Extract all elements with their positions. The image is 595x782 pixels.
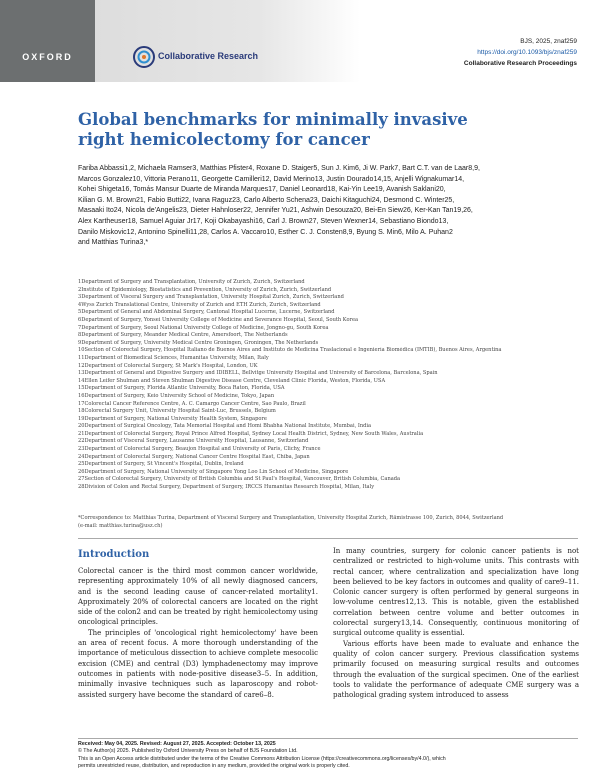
affiliation-item: 11Department of Biomedical Sciences, Humanitas University, Milan, Italy [78, 354, 269, 361]
author-line: Marcos Gonzalez10, Vittoria Perano11, Georgette Camilleri12, David Merino13, Justin Dourado14,15, Anjelli Wignakumar14, [78, 175, 465, 183]
affiliation-item: 8Department of Surgery, Meander Medical Centre, Amersfoort, The Netherlands [78, 332, 288, 339]
affiliation-item: 14Ellen Leifer Shulman and Steven Shulman Digestive Disease Centre, Cleveland Clinic Florida, Weston, Florida, USA [78, 377, 386, 384]
publisher-name: OXFORD [22, 52, 73, 62]
article-title: Global benchmarks for minimally invasive right hemicolectomy for cancer [78, 110, 468, 149]
affiliation-item: 13Department of General and Digestive Surgery and IDIBELL, Bellvitge University Hospital and University of Barcelona, Barcelona, Spain [78, 370, 438, 377]
affiliation-item: 12Department of Colorectal Surgery, St Mark's Hospital, London, UK [78, 362, 258, 369]
correspondence-line: *Correspondence to: Matthias Turina, Department of Visceral Surgery and Transplantation, University Hospital Zurich, Rämistrasse 100, Zurich, 8044, Switzerland [78, 515, 504, 521]
journal-meta [464, 36, 577, 69]
correspondence-email[interactable]: (e-mail: matthias.turina@usz.ch) [78, 522, 163, 529]
paragraph: Various efforts have been made to evaluate and enhance the quality of colon cancer surgery. Previous classification systems primarily focused on measuring surgical results and outcomes through the evaluation of the surgical specimen. One of the earliest tools to validate the performance of adequate CME surgery was a pathological grading system introduced to assess [333, 639, 579, 700]
license-line: This is an Open Access article distributed under the terms of the Creative Commons Attribution License (https://creativecommons.org/licenses/by/4.0/), which [78, 755, 446, 762]
author-line: Kohei Shigeta16, Tomás Mansur Duarte de Miranda Marques17, Daniel Leonard18, Kai-Yin Lee19, Avanish Saklani20, [78, 186, 446, 194]
footer-divider [78, 738, 578, 739]
affiliation-item: 25Department of Surgery, St Vincent's Hospital, Dublin, Ireland [78, 461, 244, 468]
affiliation-item: 4Wyss Zurich Translational Centre, University of Zurich and ETH Zurich, Zurich, Switzerland [78, 301, 321, 308]
affiliation-item: 15Department of Surgery, Florida Atlantic University, Boca Raton, Florida, USA [78, 385, 285, 392]
affiliation-item: 6Department of Surgery, Yonsei University College of Medicine and Severance Hospital, Seoul, South Korea [78, 316, 359, 323]
author-line: Masaaki Ito24, Nicola de'Angelis23, Dieter Hahnloser22, Jennifer Yu21, Ashwin Desouza20, Bei-En Siew26, Ker-Kan Tan19,26, [78, 207, 473, 215]
affiliation-item: 9Department of Surgery, University Medical Centre Groningen, Groningen, The Netherlands [78, 339, 319, 346]
affiliation-item: 5Department of General and Abdominal Surgery, Cantonal Hospital Lucerne, Lucerne, Switzerland [78, 309, 335, 316]
author-line: and Matthias Turina3,* [78, 239, 149, 247]
affiliation-item: 10Section of Colorectal Surgery, Hospital Italiano de Buenos Aires and Instituto de Medicina Traslacional e Ingeniería Biomédica (IMTIB), Buenos Aires, Argentina [78, 347, 502, 354]
paragraph: Colorectal cancer is the third most common cancer worldwide, representing approximately 10% of all newly diagnosed cancers, and is the second leading cause of cancer-related mortality1. Approximately 20% of colorectal cancers are located on the right side of the colon2 and can be treated by right hemicolectomy using oncological principles. [78, 567, 318, 627]
oxford-logo [0, 0, 95, 82]
affiliation-item: 26Department of Surgery, National University of Singapore Yong Loo Lin School of Medicine, Singapore [78, 468, 349, 475]
body-column-right [333, 546, 579, 700]
dates-line: Received: May 04, 2025. Revised: August 27, 2025. Accepted: October 13, 2025 [78, 741, 276, 747]
affiliations [78, 279, 558, 492]
affiliation-item: 28Division of Colon and Rectal Surgery, Department of Surgery, IRCCS Humanitas Research Hospital, Milan, Italy [78, 484, 375, 491]
affiliation-item: 19Department of Surgery, National University Health System, Singapore [78, 415, 267, 422]
copyright-line: © The Author(s) 2025. Published by Oxford University Press on behalf of BJS Foundation Ltd. [78, 748, 298, 755]
affiliation-item: 7Department of Surgery, Seoul National University College of Medicine, Jongno-gu, South Korea [78, 324, 329, 331]
affiliation-item: 23Department of Colorectal Surgery, Beaujon Hospital and University of Paris, Clichy, France [78, 446, 321, 453]
affiliation-item: 22Department of Visceral Surgery, Lausanne University Hospital, Lausanne, Switzerland [78, 438, 309, 445]
affiliation-item: 17Colorectal Cancer Reference Centre, A. C. Camargo Cancer Centre, Sao Paulo, Brazil [78, 400, 306, 407]
article-footer [78, 741, 578, 771]
author-line: Alex Kartheuser18, Samuel Aguiar Jr17, Koji Okabayashi16, Carl J. Brown27, Steven Wexner14, Sebastiano Biondo13, [78, 217, 449, 225]
article-section: Collaborative Research Proceedings [463, 60, 577, 67]
affiliation-item: 20Department of Surgical Oncology, Tata Memorial Hospital and Homi Bhabha National Institute, Mumbai, India [78, 423, 372, 430]
affiliation-item: 2Institute of Epidemiology, Biostatistics and Prevention, University of Zurich, Zurich, Switzerland [78, 286, 332, 293]
paragraph: The principles of 'oncological right hemicolectomy' have been an area of recent focus. A more thorough understanding of the importance of meticulous dissection to achieve complete mesocolic excision (CME) and central (D3) lymphadenectomy may improve outcomes in patients with node-positive disease3–5. In addition, minimally invasive techniques such as laparoscopy and robot-assisted surgery have become the standard of care6–8. [78, 628, 318, 699]
correspondence [78, 515, 558, 530]
author-list [78, 164, 538, 249]
body-column-left [78, 566, 318, 700]
license-line: permits unrestricted reuse, distribution, and reproduction in any medium, provided the original work is properly cited. [78, 763, 350, 770]
affiliation-item: 21Department of Colorectal Surgery, Royal Prince Alfred Hospital, Sydney Local Health District, Sydney, New South Wales, Australia [78, 430, 424, 437]
affiliation-item: 18Colorectal Surgery Unit, University Hospital Saint-Luc, Brussels, Belgium [78, 408, 276, 415]
affiliation-item: 3Department of Visceral Surgery and Transplantation, University Hospital Zurich, Zurich, Switzerland [78, 294, 344, 301]
journal-ref: BJS, 2025, znaf259 [520, 38, 577, 45]
author-line: Danilo Miskovic12, Antonino Spinelli11,28, Carlos A. Vaccaro10, Esther C. J. Consten8,9, Byung S. Min6, Milo A. Puhan2 [78, 228, 453, 236]
affiliation-item: 27Section of Colorectal Surgery, University of British Columbia and St Paul's Hospital, Vancouver, British Columbia, Canada [78, 476, 401, 483]
collab-label: Collaborative Research [158, 51, 259, 61]
section-divider [78, 538, 578, 539]
paragraph: In many countries, surgery for colonic cancer patients is not centralized or restricted to high-volume units. This contrasts with rectal cancer, where centralization and specialization have long been believed to be key factors in outcomes and quality of care9–11. Colonic cancer surgery is often performed by general surgeons in low-volume centres12,13. This is notable, given the established correlation between centre volume and better outcomes in colorectal surgery13,14. Consequently, continuous monitoring of surgical outcome quality is essential. [333, 547, 579, 638]
collab-logo-icon [133, 46, 155, 68]
doi-link[interactable]: https://doi.org/10.1093/bjs/znaf259 [477, 49, 577, 56]
author-line: Kilian G. M. Brown21, Fabio Butti22, Ivana Raguz23, Carlo Alberto Schena23, Daichi Kitaguchi24, Desmond C. Winter25, [78, 196, 455, 204]
affiliation-item: 16Department of Surgery, Keio University School of Medicine, Tokyo, Japan [78, 392, 275, 399]
affiliation-item: 1Department of Surgery and Transplantation, University of Zurich, Zurich, Switzerland [78, 279, 305, 285]
intro-heading: Introduction [78, 549, 150, 560]
affiliation-item: 24Department of Colorectal Surgery, National Cancer Centre Hospital East, Chiba, Japan [78, 453, 310, 460]
author-line: Fariba Abbassi1,2, Michaela Ramser3, Matthias Pfister4, Roxane D. Staiger5, Sun J. Kim6, Ji W. Park7, Bart C.T. van de Laar8,9, [78, 165, 480, 172]
